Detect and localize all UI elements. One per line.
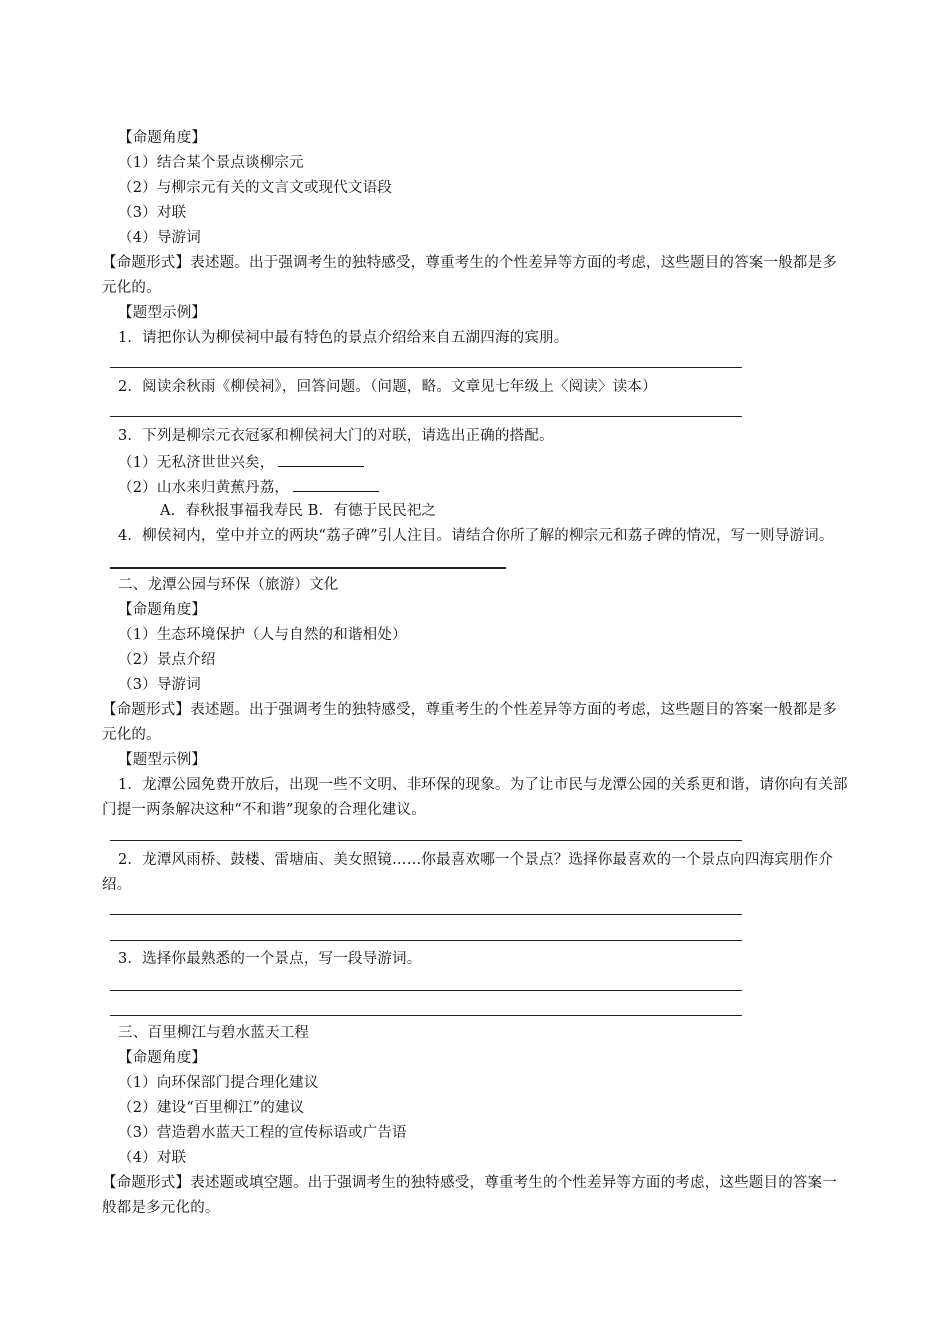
- answer-line[interactable]: [110, 990, 742, 991]
- fill-blank[interactable]: [293, 477, 379, 492]
- angle-item: （2）景点介绍: [118, 652, 216, 668]
- form-paragraph-line: 元化的。: [102, 280, 161, 296]
- question-text: 绍。: [102, 877, 132, 893]
- angle-item: （1）生态环境保护（人与自然的和谐相处）: [118, 627, 407, 643]
- question-text: 3．下列是柳宗元衣冠冢和柳侯祠大门的对联，请选出正确的搭配。: [118, 428, 554, 444]
- question-text: 1．龙潭公园免费开放后，出现一些不文明、非环保的现象。为了让市民与龙潭公园的关系更和谐，请你向有关部: [118, 777, 848, 793]
- angle-heading: 【命题角度】: [118, 1050, 207, 1066]
- question-text: 4．柳侯祠内，堂中并立的两块“荔子碑”引人注目。请结合你所了解的柳宗元和荔子碑的情况，写一则导游词。: [118, 528, 834, 544]
- form-paragraph-line: 般都是多元化的。: [102, 1200, 220, 1216]
- angle-item: （1）向环保部门提合理化建议: [118, 1075, 319, 1091]
- fill-blank[interactable]: [278, 452, 364, 467]
- answer-line[interactable]: [110, 567, 506, 569]
- answer-line[interactable]: [110, 416, 742, 417]
- angle-item: （3）对联: [118, 205, 187, 221]
- angle-item: （1）结合某个景点谈柳宗元: [118, 155, 304, 171]
- form-paragraph-line: 【命题形式】表述题。出于强调考生的独特感受，尊重考生的个性差异等方面的考虑，这些题目的答案一般都是多: [102, 255, 837, 271]
- answer-line[interactable]: [110, 940, 742, 941]
- angle-item: （3）营造碧水蓝天工程的宣传标语或广告语: [118, 1125, 407, 1141]
- question-text: 3．选择你最熟悉的一个景点，写一段导游词。: [118, 951, 422, 967]
- form-paragraph-line: 【命题形式】表述题。出于强调考生的独特感受，尊重考生的个性差异等方面的考虑，这些题目的答案一般都是多: [102, 702, 837, 718]
- form-paragraph-line: 【命题形式】表述题或填空题。出于强调考生的独特感受，尊重考生的个性差异等方面的考虑，这些题目的答案一: [102, 1175, 837, 1191]
- question-text: 1．请把你认为柳侯祠中最有特色的景点介绍给来自五湖四海的宾朋。: [118, 330, 569, 346]
- angle-item: （4）导游词: [118, 230, 201, 246]
- angle-item: （4）对联: [118, 1150, 187, 1166]
- couplet-text: （2）山水来归黄蕉丹荔，: [118, 480, 290, 496]
- example-heading: 【题型示例】: [118, 305, 207, 321]
- question-text: 2．龙潭风雨桥、鼓楼、雷塘庙、美女照镜……你最喜欢哪一个景点？选择你最喜欢的一个景点向四海宾朋作介: [118, 852, 834, 868]
- angle-heading: 【命题角度】: [118, 130, 207, 146]
- choice-options: A．春秋报事福我寿民 B．有德于民民祀之: [160, 503, 437, 519]
- answer-line[interactable]: [110, 1015, 742, 1016]
- answer-line[interactable]: [110, 840, 742, 841]
- angle-item: （2）建设“百里柳江”的建议: [118, 1100, 305, 1116]
- answer-line[interactable]: [110, 914, 742, 915]
- form-paragraph-line: 元化的。: [102, 727, 161, 743]
- answer-line[interactable]: [110, 367, 742, 368]
- couplet-item: [118, 452, 364, 472]
- couplet-item: [118, 477, 379, 497]
- section-title: 二、龙潭公园与环保（旅游）文化: [118, 577, 339, 593]
- question-text: 门提一两条解决这种“不和谐”现象的合理化建议。: [102, 802, 426, 818]
- section-title: 三、百里柳江与碧水蓝天工程: [118, 1025, 310, 1041]
- angle-item: （2）与柳宗元有关的文言文或现代文语段: [118, 180, 393, 196]
- question-text: 2．阅读余秋雨《柳侯祠》，回答问题。（问题，略。文章见七年级上〈阅读〉读本）: [118, 379, 657, 395]
- angle-item: （3）导游词: [118, 677, 201, 693]
- couplet-text: （1）无私济世世兴矣，: [118, 455, 275, 471]
- angle-heading: 【命题角度】: [118, 602, 207, 618]
- example-heading: 【题型示例】: [118, 752, 207, 768]
